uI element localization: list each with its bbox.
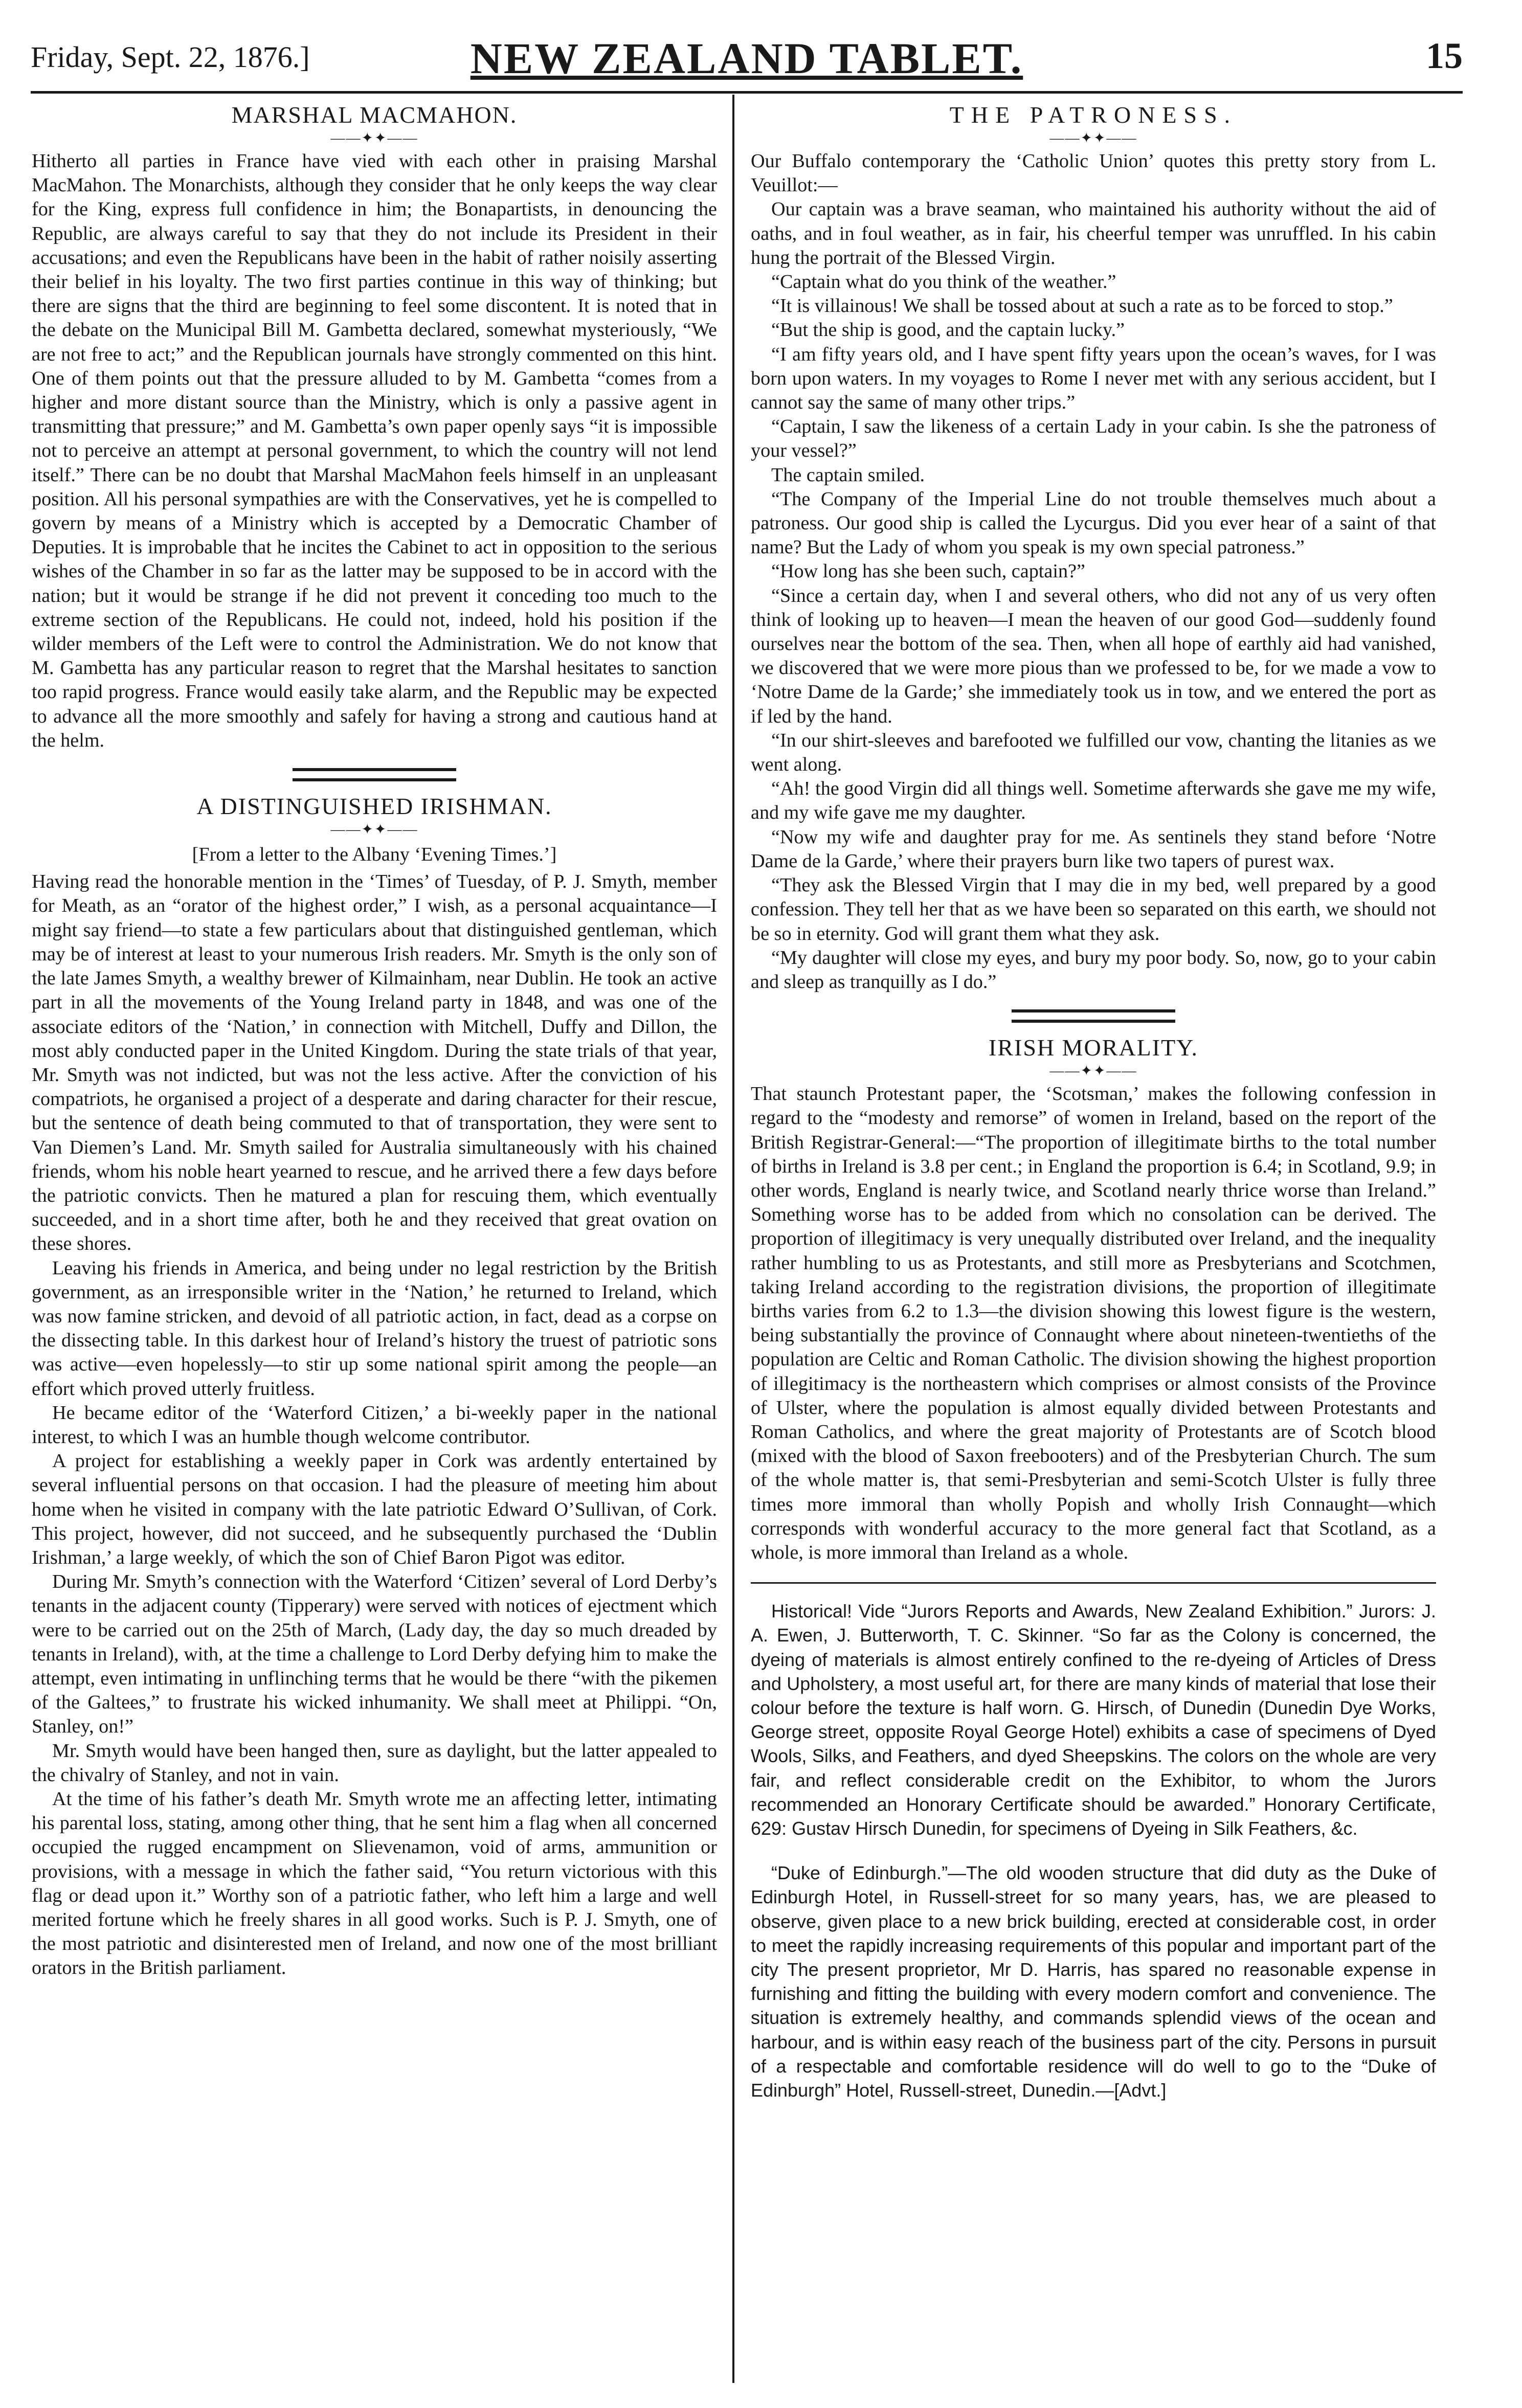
title-ornament: ——✦✦—— — [1049, 1063, 1137, 1079]
issue-date: Friday, Sept. 22, 1876.] — [31, 40, 310, 74]
article-paragraph: “But the ship is good, and the captain lucky.” — [771, 319, 1125, 341]
article-source: [From a letter to the Albany ‘Evening Times.’] — [192, 844, 557, 866]
article-paragraph: Our Buffalo contemporary the ‘Catholic Union’ quotes this pretty story from L. Veuillot:— — [751, 150, 1436, 196]
right-column — [751, 97, 1436, 2102]
article-title-distinguished-irishman: A DISTINGUISHED IRISHMAN. — [196, 793, 552, 820]
page-number: 15 — [1426, 35, 1463, 76]
article-paragraph: “They ask the Blessed Virgin that I may die in my bed, well prepared by a good confession. They tell her that as we have been so separated on this earth, we should not be so in eternity. God will grant them what they ask. — [751, 874, 1436, 944]
article-paragraph: Having read the honorable mention in the ‘Times’ of Tuesday, of P. J. Smyth, member for Meath, as an “orator of the highest order,” I wish, as a personal acquaintance—I might say friend—to state a few particulars about that distinguished gentleman, which may be of interest at least to your numerous Irish readers. Mr. Smyth is the only son of the late James Smyth, a wealthy brewer of Kilmainham, near Dublin. He took an active part in all the movements of the Young Ireland party in 1848, and was one of the associate editors of the ‘Nation,’ in connection with Mitchell, Duffy and Dillon, the most ably conducted paper in the United Kingdom. During the state trials of that year, Mr. Smyth was not indicted, but was not the less active. After the conviction of his compatriots, he organised a project of a desperate and daring character for their rescue, but the sentence of death being commuted to that of transportation, they were sent to Van Diemen’s Land. Mr. Smyth sailed for Australia simultaneously with his chained friends, whom his noble heart yearned to rescue, and he arrived there a few days before the patriotic convicts. Then he matured a plan for rescuing them, which eventually succeeded, and in a short time after, both he and they received that great ovation on these shores. — [32, 871, 717, 1255]
article-paragraph: “Captain, I saw the likeness of a certain Lady in your cabin. Is she the patroness of your vessel?” — [751, 416, 1436, 462]
article-paragraph: The captain smiled. — [771, 464, 925, 486]
article-paragraph: That staunch Protestant paper, the ‘Scotsman,’ makes the following confession in regard to the “modesty and remorse” of women in Ireland, based on the report of the British Registrar-General:—“The proportion of illegitimate births to the total number of births in Ireland is 3.8 per cent.; in England the proportion is 6.4; in Scotland, 9.9; in other words, England is nearly twice, and Scotland nearly thrice worse than Ireland.” Something worse has to be added from which no consolation can be derived. The proportion of illegitimacy is very unequally distributed over Ireland, and the inequality rather humbling to us as Protestants, and still more as Presbyterians and Scotchmen, taking Ireland according to the registration divisions, the proportion of illegitimate births varies from 6.2 to 1.3—the division showing this lowest figure is the western, being substantially the province of Connaught where about nineteen-twentieths of the population are Celtic and Roman Catholic. The division showing the highest proportion of illegitimacy is the northeastern which comprises or almost consists of the Province of Ulster, where the population is almost equally divided between Protestants and Roman Catholics, and where the great majority of Protestants are of Scotch blood (mixed with the blood of Saxon freebooters) and of the Presbyterian Church. The sum of the whole matter is, that semi-Presbyterian and semi-Scotch Ulster is fully three times more immoral than wholly Popish and wholly Irish Connaught—which corresponds with wonderful accuracy to the more general fact that Scotland, as a whole, is more immoral than Ireland as a whole. — [751, 1083, 1436, 1563]
left-column — [32, 97, 717, 1981]
advertisement-hirsch: Historical! Vide “Jurors Reports and Awards, New Zealand Exhibition.” Jurors: J. A. Ewen, J. Butterworth, T. C. Skinner. “So far as the Colony is concerned, the dyeing of materials is almost entirely confined to the re-dyeing of Articles of Dress and Upholstery, a most useful art, for there are many kinds of material that lose their colour before the texture is half worn. G. Hirsch, of Dunedin (Dunedin Dye Works, George street, opposite Royal George Hotel) exhibits a case of specimens of Dyed Wools, Silks, and Feathers, and dyed Sheepskins. The colors on the whole are very fair, and reflect considerable credit on the Exhibitor, to whom the Jurors recommended an Honorary Certificate should be awarded.” Honorary Certificate, 629: Gustav Hirsch Dunedin, for specimens of Dyeing in Silk Feathers, &c. — [751, 1601, 1436, 1839]
article-paragraph: “The Company of the Imperial Line do not trouble themselves much about a patroness. Our good ship is called the Lycurgus. Did you ever hear of a saint of that name? But the Lady of whom you speak is my own special patroness.” — [751, 488, 1436, 558]
article-paragraph: “Since a certain day, when I and several others, who did not any of us very often think of looking up to heaven—I mean the heaven of our good God—suddenly found ourselves near the bottom of the sea. Then, when all hope of earthly aid had vanished, we discovered that we were more pious than we professed to be, for we made a vow to ‘Notre Dame de la Garde;’ she immediately took us in tow, and we entered the port as if led by the hand. — [751, 584, 1436, 727]
article-paragraph: “Captain what do you think of the weather.” — [771, 271, 1116, 293]
article-separator — [1012, 1009, 1175, 1023]
column-divider — [732, 95, 734, 2383]
article-paragraph: “It is villainous! We shall be tossed about at such a rate as to be forced to stop.” — [771, 295, 1393, 317]
article-paragraph: At the time of his father’s death Mr. Smyth wrote me an affecting letter, intimating his parental loss, stating, among other thing, that he sent him a flag when all concerned occupied the rugged encampment on Slievenamon, void of arms, ammunition or provisions, with a message in which the father said, “You return victorious with this flag or dead upon it.” Worthy son of a patriotic father, who left him a large and well merited fortune which he freely shares in all good works. Such is P. J. Smyth, one of the most patriotic and disinterested men of Ireland, and now one of the most brilliant orators in the British parliament. — [32, 1788, 717, 1979]
title-ornament: ——✦✦—— — [1049, 130, 1137, 146]
article-paragraph: “I am fifty years old, and I have spent fifty years upon the ocean’s waves, for I was born upon waters. In my voyages to Rome I never met with any serious accident, but I cannot say the same of many other trips.” — [751, 343, 1436, 414]
article-paragraph: “How long has she been such, captain?” — [771, 560, 1085, 582]
article-paragraph: He became editor of the ‘Waterford Citizen,’ a bi-weekly paper in the national interest, to which I was an humble though welcome contributor. — [32, 1402, 717, 1448]
article-paragraph: “Ah! the good Virgin did all things well. Sometime afterwards she gave me my wife, and my wife gave me my daughter. — [751, 778, 1436, 824]
article-paragraph: During Mr. Smyth’s connection with the Waterford ‘Citizen’ several of Lord Derby’s tenants in the adjacent county (Tipperary) were served with notices of ejectment which were to be carried out on the 25th of March, (Lady day, the day so much dreaded by tenants in Ireland), with, at the time a challenge to Lord Derby defying him to make the attempt, even intimating in unflinching terms that he would be there “with the pikemen of the Galtees,” to frustrate his wicked inhumanity. We shall meet at Philippi. “On, Stanley, on!” — [32, 1571, 717, 1738]
article-paragraph: Hitherto all parties in France have vied with each other in praising Marshal MacMahon. The Monarchists, although they consider that he only keeps the way clear for the King, express full confidence in him; the Bonapartists, in denouncing the Republic, are always careful to say that they do not include its President in their accusations; and even the Republicans have been in the habit of rather noisily asserting their belief in his loyalty. The two first parties continue in this way of thinking; but there are signs that the third are beginning to feel some discontent. It is noted that in the debate on the Municipal Bill M. Gambetta declared, somewhat mysteriously, “We are not free to act;” and the Republican journals have strongly commented on this hint. One of them points out that the pressure alluded to by M. Gambetta “comes from a higher and more distant source than the Ministry, which is only a passive agent in transmitting that pressure;” and M. Gambetta’s own paper openly says “it is impossible not to perceive an attempt at personal government, to which the country will not lend itself.” There can be no doubt that Marshal MacMahon feels himself in an unpleasant position. All his personal sympathies are with the Conservatives, yet he is compelled to govern by means of a Ministry which is accepted by a Democratic Chamber of Deputies. It is improbable that he incites the Cabinet to act in opposition to the serious wishes of the Chamber in so far as the latter may be supposed to be in accord with the nation; but it would be strange if he did not prevent it conceding too much to the extreme section of the Republicans. He could not, indeed, hold his position if the wilder members of the Left were to control the Administration. We do not know that M. Gambetta has any particular reason to regret that the Marshal hesitates to sanction too rapid progress. France would easily take alarm, and the Republic may be expected to advance all the more smoothly and safely for having a strong and cautious hand at the helm. — [32, 150, 717, 751]
article-paragraph: Leaving his friends in America, and being under no legal restriction by the British government, as an irresponsible writer in the ‘Nation,’ he returned to Ireland, which was now famine stricken, and devoid of all patriotic action, in fact, dead as a corpse on the dissecting table. In this darkest hour of Ireland’s history the truest of patriotic sons was active—even hopelessly—to stir up some national spirit among the people—an effort which proved utterly fruitless. — [32, 1257, 717, 1400]
title-ornament: ——✦✦—— — [330, 130, 418, 146]
article-title-the-patroness: THE PATRONESS. — [949, 102, 1238, 128]
masthead — [31, 31, 1463, 87]
masthead-rule — [31, 91, 1463, 94]
article-paragraph: “Now my wife and daughter pray for me. As sentinels they stand before ‘Notre Dame de la Garde,’ where their prayers burn like two tapers of purest wax. — [751, 826, 1436, 872]
article-paragraph: “My daughter will close my eyes, and bury my poor body. So, now, go to your cabin and sleep as tranquilly as I do.” — [751, 947, 1436, 993]
article-paragraph: Our captain was a brave seaman, who maintained his authority without the aid of oaths, and in foul weather, as in fair, his cheerful temper was unruffled. In his cabin hung the portrait of the Blessed Virgin. — [751, 198, 1436, 268]
article-separator — [293, 768, 456, 781]
advertisement-duke-of-edinburgh: “Duke of Edinburgh.”—The old wooden structure that did duty as the Duke of Edinburgh Hotel, in Russell-street for so many years, has, we are pleased to observe, given place to a new brick building, erected at considerable cost, in order to meet the rapidly increasing requirements of this popular and important part of the city The present proprietor, Mr D. Harris, has spared no reasonable expense in furnishing and fitting the building with every modern comfort and convenience. The situation is extremely healthy, and commands splendid views of the ocean and harbour, and is within easy reach of the business part of the city. Persons in pursuit of a respectable and comfortable residence will do well to go to the “Duke of Edinburgh” Hotel, Russell-street, Dunedin.—[Advt.] — [751, 1862, 1436, 2101]
article-paragraph: A project for establishing a weekly paper in Cork was ardently entertained by several influential persons on that occasion. I had the pleasure of meeting him about home when he visited in company with the late patriotic Edward O’Sullivan, of Cork. This project, however, did not succeed, and he subsequently purchased the ‘Dublin Irishman,’ a large weekly, of which the son of Chief Baron Pigot was editor. — [32, 1450, 717, 1568]
advertisement-rule — [751, 1582, 1436, 1584]
spacer — [751, 1840, 1436, 1861]
article-title-irish-morality: IRISH MORALITY. — [989, 1034, 1198, 1061]
article-paragraph: “In our shirt-sleeves and barefooted we fulfilled our vow, chanting the litanies as we went along. — [751, 729, 1436, 776]
article-paragraph: Mr. Smyth would have been hanged then, sure as daylight, but the latter appealed to the chivalry of Stanley, and not in vain. — [32, 1740, 717, 1786]
article-title-marshal-macmahon: MARSHAL MACMAHON. — [231, 102, 518, 128]
title-ornament: ——✦✦—— — [330, 822, 418, 838]
newspaper-title: NEW ZEALAND TABLET. — [470, 34, 1023, 83]
